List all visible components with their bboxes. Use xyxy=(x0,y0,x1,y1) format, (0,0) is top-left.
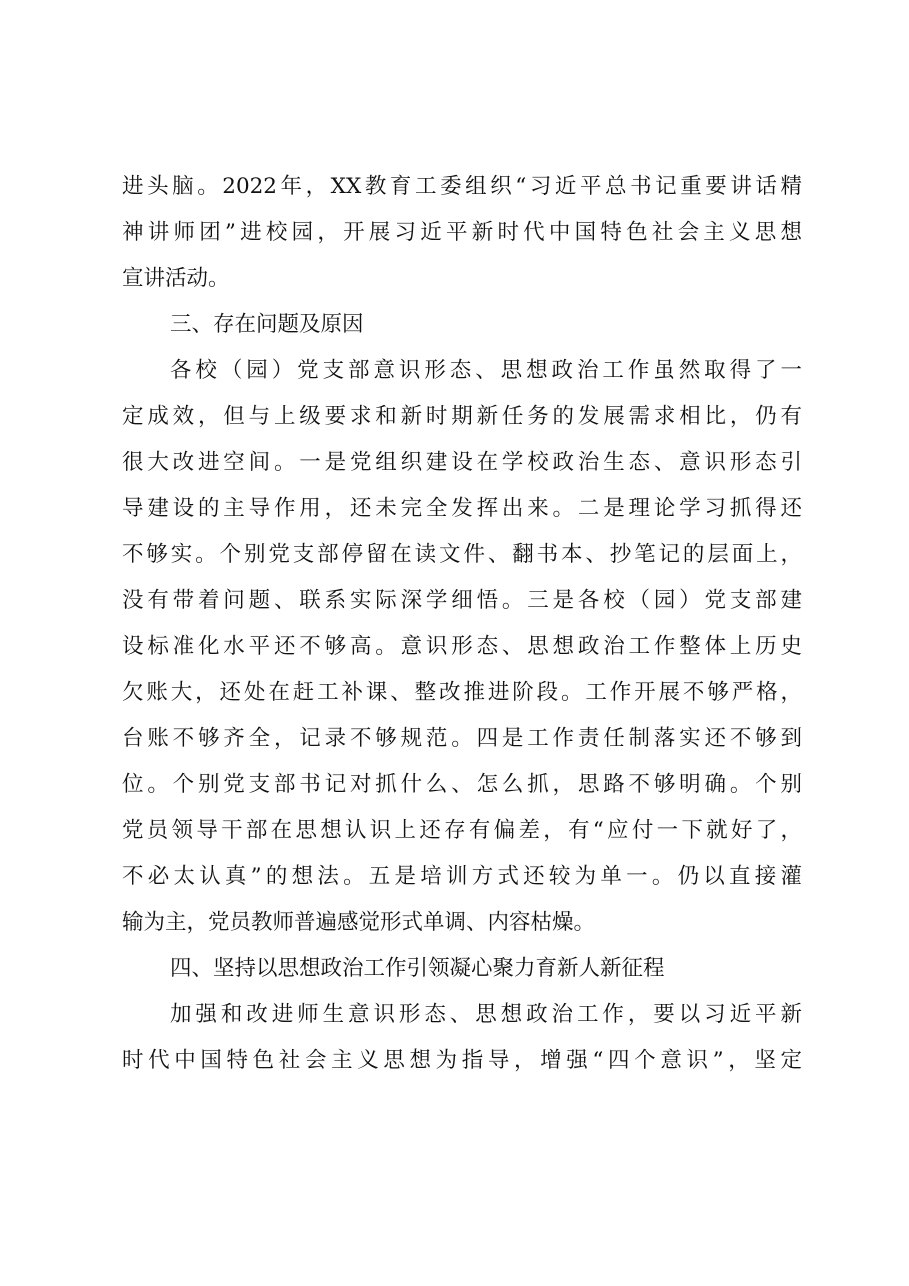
text-line: 位。个别党支部书记对抓什么、怎么抓，思路不够明确。个别 xyxy=(122,772,802,797)
text-line: 宣讲活动。 xyxy=(122,266,230,291)
text-line: 不够实。个别党支部停留在读文件、翻书本、抄笔记的层面上， xyxy=(122,542,802,567)
text-line: 很大改进空间。一是党组织建设在学校政治生态、意识形态引 xyxy=(122,450,802,475)
text-line: 欠账大，还处在赶工补课、整改推进阶段。工作开展不够严格， xyxy=(122,680,802,705)
document-body xyxy=(122,164,802,1084)
text-line: 进头脑。2022年，XX教育工委组织“习近平总书记重要讲话精 xyxy=(122,174,802,199)
text-line: 导建设的主导作用，还未完全发挥出来。二是理论学习抓得还 xyxy=(122,496,802,521)
text-line: 加强和改进师生意识形态、思想政治工作，要以习近平新 xyxy=(170,1002,802,1027)
text-line: 不必太认真”的想法。五是培训方式还较为单一。仍以直接灌 xyxy=(122,864,802,889)
text-line: 时代中国特色社会主义思想为指导，增强“四个意识”，坚定 xyxy=(122,1048,802,1073)
text-line: 台账不够齐全，记录不够规范。四是工作责任制落实还不够到 xyxy=(122,726,802,751)
text-line: 神讲师团”进校园，开展习近平新时代中国特色社会主义思想 xyxy=(122,220,802,245)
text-line: 党员领导干部在思想认识上还存有偏差，有“应付一下就好了， xyxy=(122,818,802,843)
text-line: 没有带着问题、联系实际深学细悟。三是各校（园）党支部建 xyxy=(122,588,802,613)
text-line: 设标准化水平还不够高。意识形态、思想政治工作整体上历史 xyxy=(122,634,802,659)
text-line: 定成效，但与上级要求和新时期新任务的发展需求相比，仍有 xyxy=(122,404,802,429)
section-heading: 四、坚持以思想政治工作引领凝心聚力育新人新征程 xyxy=(170,956,665,981)
text-line: 输为主，党员教师普遍感觉形式单调、内容枯燥。 xyxy=(122,910,596,935)
text-line: 各校（园）党支部意识形态、思想政治工作虽然取得了一 xyxy=(170,358,802,383)
section-heading: 三、存在问题及原因 xyxy=(170,312,364,337)
